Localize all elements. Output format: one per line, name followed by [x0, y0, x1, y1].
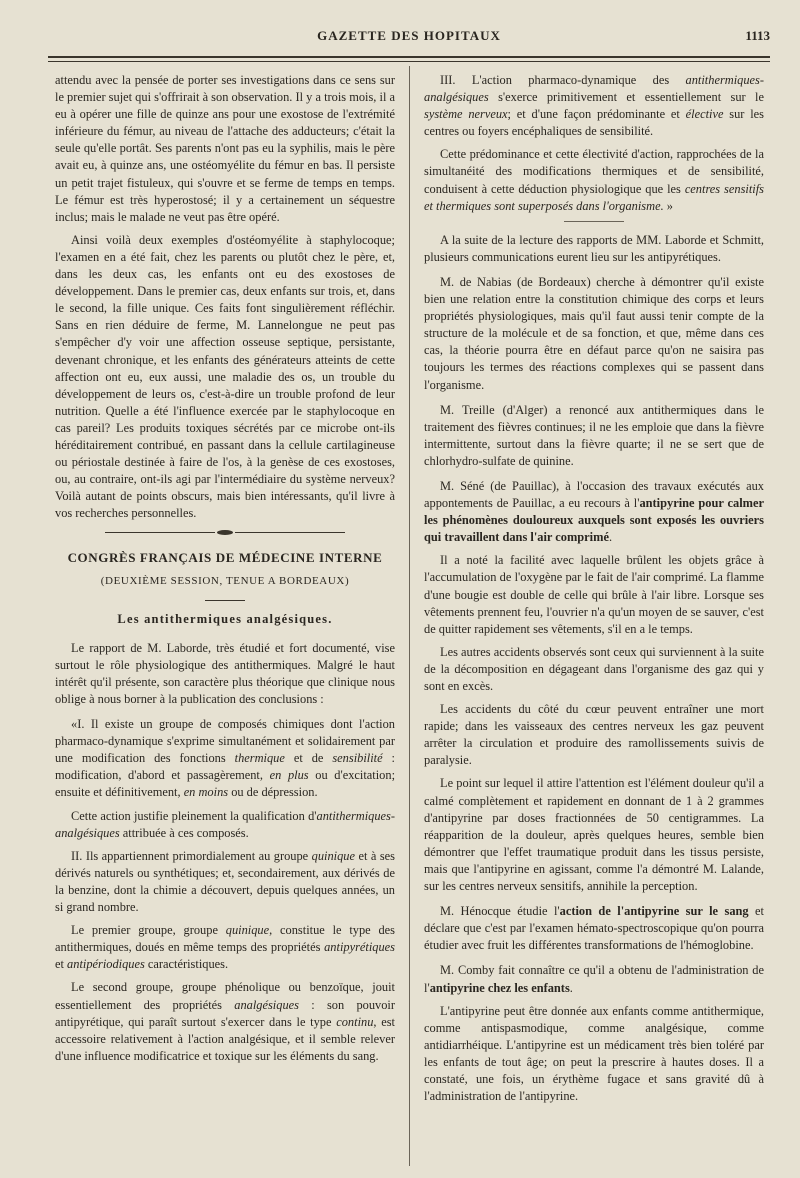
- paragraph: attendu avec la pensée de porter ses investigations dans ce sens sur le premier sujet qui s'offrirait à son observation. Il y a trois mois, il a eu à opérer une fille de quinze ans pour une exostose de l'extrémité inférieure du fémur, au niveau de l'attache des adducteurs; c'était la seule qu'elle portât. Ses parents n'ont pas eu la syphilis, mais le père avait eu, à quinze ans, une ostéomyélite du fémur en bas. Il persiste un petit trajet fistuleux, qui s'ouvre et se ferme de temps en temps. Le fémur est très hyperostosé; il y a certainement un séquestre inclus; mais le malade ne veut pas être opéré.: [55, 73, 395, 224]
- paragraph: Cette action justifie pleinement la qualification d'antithermiques-analgésiques attribuée à ces composés.: [55, 808, 395, 840]
- paragraph: L'antipyrine peut être donnée aux enfants comme antithermique, comme antispasmodique, comme analgésique, comme antidiarrhéique. L'antipyrine est un médicament très bien toléré par les enfants de tout âge; on peut la prescrire à hautes doses. Il a constaté, une fois, un érythème fugace et sans gravité dû à l'administration de l'antipyrine.: [424, 1003, 764, 1104]
- journal-title: GAZETTE DES HOPITAUX: [317, 28, 501, 43]
- paragraph: Ainsi voilà deux exemples d'ostéomyélite à staphylocoque; l'examen en a été fait, chez les parents ou plutôt chez le père, et, dans les deux cas, les enfants ont eu des exostoses de développement. Dans le premier cas, deux enfants sur trois, et, dans le second, la fille unique. Ces faits font singulièrement réfléchir. Sans en rien déduire de ferme, M. Lannelongue ne peut pas s'empêcher d'y voir une affection osseuse septique, persistante, devenant chronique, et les enfants des générateurs atteints de cette affection ont eu, eux aussi, une maladie des os, un trouble du développement de leurs os, c'est-à-dire un trouble profond de leur nutrition. Quelle a été l'influence exercée par le staphylocoque en cas pareil? Les produits toxiques sécrétés par ce microbe ont-ils héréditairement contribué, en passant dans la cellule cartilagineuse ou périostale destinée à faire de l'os, à la genèse de ces exostoses, ou, au contraire, ont-ils agi par l'intermédiaire du système nerveux? Voilà autant de points obscurs, mais bien intéressants, qu'il livre à vos recherches personnelles.: [55, 232, 395, 521]
- paragraph: Les autres accidents observés sont ceux qui surviennent à la suite de la décomposition en dégageant dans l'organisme des gaz qui y sont en excès.: [424, 644, 764, 693]
- divider: [205, 600, 245, 601]
- topic-title: Les antithermiques analgésiques.: [117, 611, 333, 626]
- right-column: [424, 72, 764, 1111]
- page-header: [48, 28, 770, 50]
- paragraph: M. de Nabias (de Bordeaux) cherche à démontrer qu'il existe bien une relation entre la constitution chimique des corps et leurs propriétés physiologiques, mais qu'il faut aussi tenir compte de la structure de la molécule et de sa fonction, et que, même dans ces cas, la théorie pourra être en défaut parce qu'on ne saisira pas toujours les termes des réactions complexes qui se passent dans l'organisme.: [424, 274, 764, 392]
- section-ornament: [55, 530, 395, 535]
- paragraph: M. Hénocque étudie l'action de l'antipyrine sur le sang et déclare que c'est par l'examen hémato-spectroscopique qu'on pourra étudier avec fruit les différentes transformations de l'hémoglobine.: [424, 904, 764, 953]
- section-subtitle: (DEUXIÈME SESSION, TENUE A BORDEAUX): [100, 574, 350, 587]
- paragraph: Le premier groupe, groupe quinique, constitue le type des antithermiques, doués en même temps des propriétés antipyrétiques et antipériodiques caractéristiques.: [55, 923, 395, 972]
- paragraph: M. Treille (d'Alger) a renoncé aux antithermiques dans le traitement des fièvres continues; il ne les emploie que dans la fièvre intermittente, surtout dans la fièvre quarte; il ne se sert que de chlorhydro-sulfate de quinine.: [424, 402, 764, 468]
- page-number: 1113: [745, 28, 770, 43]
- left-column: [55, 72, 395, 1071]
- paragraph: «I. Il existe un groupe de composés chimiques dont l'action pharmaco-dynamique s'exprime simultanément et solidairement par une modification des fonctions thermique et de sensibilité : modification, d'abord et passagèrement, en plus ou d'excitation; ensuite et définitivement, en moins ou de dépression.: [55, 717, 396, 800]
- paragraph: Le rapport de M. Laborde, très étudié et fort documenté, vise surtout le rôle physiologique des antithermiques. Malgré le haut intérêt qu'il présente, son caractère plus théorique que clinique nous oblige à nous borner à la publication des conclusions :: [55, 640, 395, 706]
- header-rule-thin: [48, 61, 770, 62]
- paragraph: Cette prédominance et cette électivité d'action, rapprochées de la simultanéité des modifications thermiques et de sensibilité, conduisent à cette déduction physiologique que les centres sensitifs et thermiques sont superposés dans l'organisme. »: [424, 147, 764, 213]
- column-separator: [409, 66, 410, 1166]
- paragraph: Le point sur lequel il attire l'attention est l'élément douleur qu'il a calmé complètement et rapidement en donnant de 1 à 2 grammes d'antipyrine par doses fractionnées de 50 centigrammes. La réapparition de la douleur, après quelques heures, semble bien démontrer que l'effet traumatique produit dans les tissus persiste, mais que l'antipyrine en agissant, comme l'a démontré M. Lalande, sur les centres nerveux sensitifs, annihile la perception.: [424, 776, 764, 894]
- paragraph: Il a noté la facilité avec laquelle brûlent les objets grâce à l'accumulation de l'oxygène par le fait de l'air comprimé. La flamme d'une bougie est double de celle qui brûle à l'air libre. Lorsque ses vêtements prennent feu, l'ouvrier n'a qu'un moyen de se sauver, c'est de quitter rapidement ses vêtements, s'il en a le temps.: [424, 553, 764, 636]
- paragraph: Le second groupe, groupe phénolique ou benzoïque, jouit essentiellement des propriétés analgésiques : son pouvoir antipyrétique, qui paraît surtout s'exercer dans le type continu, est accessoire relativement à l'action analgésique, et il semble relever d'une influence modificatrice et toxique sur les éléments du sang.: [55, 980, 395, 1063]
- paragraph: III. L'action pharmaco-dynamique des antithermiques-analgésiques s'exerce primitivement et essentiellement sur le système nerveux; et d'une façon prédominante et élective sur les centres ou foyers encéphaliques de sensibilité.: [424, 73, 764, 139]
- paragraph: A la suite de la lecture des rapports de MM. Laborde et Schmitt, plusieurs communications eurent lieu sur les antipyrétiques.: [424, 232, 764, 264]
- paragraph: M. Comby fait connaître ce qu'il a obtenu de l'administration de l'antipyrine chez les enfants.: [424, 963, 764, 995]
- section-title: CONGRÈS FRANÇAIS DE MÉDECINE INTERNE: [67, 550, 383, 566]
- header-rule: [48, 56, 770, 58]
- paragraph: Les accidents du côté du cœur peuvent entraîner une mort rapide; dans les vaisseaux des centres nerveux les gaz peuvent arrêter la circulation et produire des ramollissements suivis de paralysie.: [424, 702, 764, 768]
- paragraph: M. Séné (de Pauillac), à l'occasion des travaux exécutés aux appontements de Pauillac, a eu recours à l'antipyrine pour calmer les phénomènes douloureux auxquels sont exposés les ouvriers qui travaillent dans l'air comprimé.: [424, 478, 764, 545]
- divider: [564, 221, 624, 222]
- paragraph: II. Ils appartiennent primordialement au groupe quinique et à ses dérivés naturels ou synthétiques; et, secondairement, aux dérivés de la benzine, dont la chimie a découvert, depuis quelques années, un si grand nombre.: [55, 848, 395, 915]
